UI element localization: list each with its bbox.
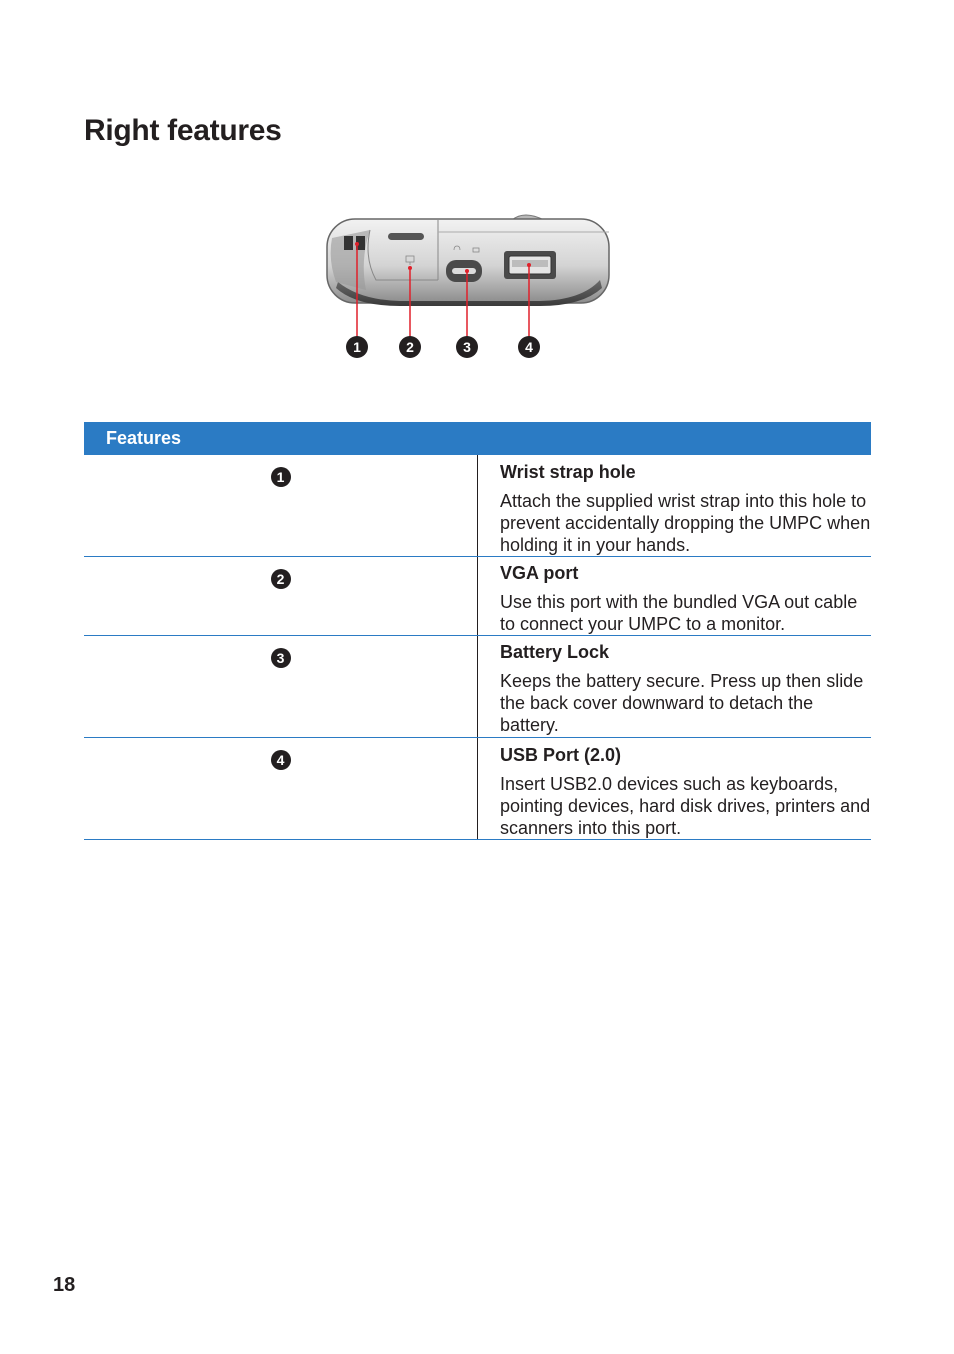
row-number-cell [84, 636, 478, 738]
callout-2 [399, 336, 421, 358]
svg-text:2: 2 [406, 339, 414, 355]
callout-1 [346, 336, 368, 358]
features-table [84, 422, 871, 840]
callout-4 [518, 336, 540, 358]
feature-description: Keeps the battery secure. Press up then slide the back cover downward to detach the battery. [500, 671, 864, 735]
feature-description: Insert USB2.0 devices such as keyboards, pointing devices, hard disk drives, printers and scanners into this port. [500, 774, 871, 838]
features-table-header-row [84, 422, 871, 455]
svg-text:1: 1 [353, 339, 361, 355]
callout-3 [456, 336, 478, 358]
number-badge: 4 [271, 750, 291, 770]
row-text-cell [478, 455, 872, 557]
row-number-cell [84, 738, 478, 840]
features-table-header: Features [84, 422, 871, 455]
number-badge: 2 [271, 569, 291, 589]
feature-name: VGA port [500, 563, 579, 583]
feature-name: USB Port (2.0) [500, 745, 622, 765]
table-row [84, 636, 871, 738]
device-right-side-illustration [320, 208, 620, 368]
feature-name: Battery Lock [500, 642, 610, 662]
number-badge: 3 [271, 648, 291, 668]
feature-name: Wrist strap hole [500, 462, 636, 482]
row-number-cell [84, 455, 478, 557]
feature-description: Attach the supplied wrist strap into this hole to prevent accidentally dropping the UMPC when holding it in your hands. [500, 491, 871, 555]
svg-text:4: 4 [525, 339, 533, 355]
row-text-cell [478, 636, 872, 738]
table-row [84, 455, 871, 557]
row-text-cell [478, 557, 872, 636]
table-row [84, 557, 871, 636]
table-row [84, 738, 871, 840]
number-badge: 1 [271, 467, 291, 487]
row-text-cell [478, 738, 872, 840]
svg-text:3: 3 [463, 339, 471, 355]
page-title: Right features [84, 114, 282, 147]
page-number: 18 [53, 1274, 76, 1296]
feature-description: Use this port with the bundled VGA out cable to connect your UMPC to a monitor. [500, 592, 858, 634]
row-number-cell [84, 557, 478, 636]
